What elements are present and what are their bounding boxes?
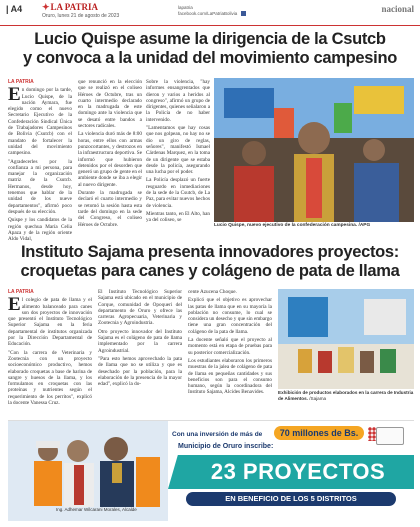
article1-headline-line1: Lucio Quispe asume la dirigencia de la Csutcb bbox=[34, 30, 386, 48]
article1-paragraph: "Agradecerles por la confianza a mi persona, para manejar la organización matriz de la Csutcb. Hermanos, desde hoy, tenemos que hablar de la unidad de los nueve departamentos", afirmó poco después de su elección. bbox=[8, 158, 72, 215]
article1-column-2 bbox=[78, 79, 142, 237]
decorative-dots-icon bbox=[368, 427, 376, 441]
article1-paragraph: La Policía desplazó un fuerte resguardo en inmediaciones de la sede de la Csutcb, de La Paz, para evitar nuevos hechos de violencia. bbox=[146, 177, 210, 209]
social-links bbox=[178, 5, 246, 17]
article2-column-3 bbox=[188, 289, 272, 417]
article2-headline bbox=[0, 243, 420, 281]
article2-caption-credit: /Sajama bbox=[309, 395, 327, 401]
article1-column-1 bbox=[8, 79, 72, 243]
page-number: | A4 bbox=[6, 4, 23, 14]
article1-paragraph: Sobre la violencia, "hay informes ensangrentados que dieron y varios a heridos al congreso", afirmó un grupo de dirigentes, quienes señalaron a la Policía de no haber intervenido. bbox=[146, 79, 210, 123]
ad-person-caption: Ing. Adhemar Wilcarani Morales, Alcalde bbox=[56, 507, 137, 512]
article1-headline-line2: y convoca a la unidad del movimiento campesino bbox=[22, 49, 398, 67]
facebook-link[interactable]: facebook.com/LaPatriaBolivia bbox=[178, 11, 238, 16]
article2-photo-caption bbox=[278, 390, 414, 401]
article1-paragraph: Quispe y los candidatos de la región quechua María Celia Apaza y de la región oriente Aldo Vidal, bbox=[8, 217, 72, 243]
article2-paragraph: Otro proyecto innovador del Instituto Sajama es el colágeno de pata de llama implementado por la carrera Agroindustrial. bbox=[98, 328, 182, 354]
article2-dropcap: E bbox=[8, 294, 21, 316]
article1-paragraph: La violencia duró más de 8:00 horas, entre ellos con armas punzocortantes, y destrozos en la infraestructura deportiva. Se informó que hubieron detenidos por el desorden que generó un grupo de gente en el ambiente donde se iba a elegir al nuevo dirigente. bbox=[78, 131, 142, 188]
article1-paragraph: Durante la madrugada se declaró el cuarto intermedio y se retomó la sesión hasta esta tarde del domingo en la sede del Congreso, el coliseo Héroes de Octubre. bbox=[78, 190, 142, 228]
article2-paragraph: "Con la carrera de Veterinaria y Zootecnia con un proyecto socioeconómico productivo, hemos elaborado croquetas a base de harina de sangre y huesos de la llama, y los formulamos en croquetas con las proteínas y nutrientes según el requerimiento de los perritos", explicó la docente Vanessa Cruz. bbox=[8, 349, 92, 407]
ad-benefit-line: EN BENEFICIO DE LOS 5 DISTRITOS bbox=[186, 492, 396, 506]
mayor-and-workers-image bbox=[8, 421, 168, 521]
article1-headline bbox=[0, 30, 420, 68]
article1-paragraph: n domingo por la tarde, Lucio Quispe, de la nación Aymara, fue elegido como el nuevo Secretario Ejecutivo de la Confederación Sindical Única de Trabajadores Campesinos de Bolivia (Csutcb) con el mandato de fortalecer la unidad del movimiento campesino. bbox=[8, 87, 72, 157]
article2-headline-line2: croquetas para canes y colágeno de pata de llama bbox=[20, 262, 400, 280]
ad-investment-amount: 70 millones de Bs. bbox=[274, 426, 364, 440]
municipal-seal-icon bbox=[376, 427, 404, 445]
article2-paragraph: Explicó que el objetivo es aprovechar las patas de llama que en su mayoría la población no consume, lo cual se considera un desecho y que sin embargo tiene una gran concentración del colágeno de la pata de llama. bbox=[188, 297, 272, 335]
article1-paragraph: Mientras tanto, en El Alto, han ya del coliseo, se bbox=[146, 210, 210, 224]
crowd-photo-illustration bbox=[214, 78, 414, 222]
article2-caption-bold: Exhibición de productos elaborados en la carrera de Industria de Alimentos. bbox=[278, 390, 414, 401]
newspaper-logo[interactable]: ✦ LA PATRIA bbox=[42, 2, 98, 13]
page-header bbox=[0, 0, 420, 26]
article1-dropcap: E bbox=[8, 84, 21, 106]
article2-paragraph: El Instituto Tecnológico Superior Sajama está ubicado en el municipio de Corque, comunidad de Opoqueri del departamento de Oruro y ofrece las carreras Agropecuaria, Veterinaria y Zootecnia y Agroindustria. bbox=[98, 289, 182, 327]
issue-date: Oruro, lunes 21 de agosto de 2023 bbox=[42, 13, 120, 19]
article2-paragraph: La docente señaló que el proyecto al momento está en etapa de pruebas para su posterior comercialización. bbox=[188, 337, 272, 356]
article1-under-spacer bbox=[146, 232, 212, 240]
products-photo-illustration bbox=[278, 289, 414, 389]
ad-municipality-line: Municipio de Oruro inscribe: bbox=[178, 443, 274, 450]
article1-photo[interactable] bbox=[214, 78, 414, 222]
article2-column-2 bbox=[98, 289, 182, 417]
article2-paragraph: "Para esto hemos aprovechado la pata de llama que no se utiliza y que es desechado por la población, para la elaboración de la presencia de la mayor edad", explicó la do- bbox=[98, 355, 182, 388]
facebook-icon bbox=[241, 11, 246, 16]
ad-investment-line: Con una inversión de más de bbox=[172, 431, 263, 438]
article1-paragraph: "Lamentamos que hay cosas que nos golpean, no hay no se dio un giro de reglas, señores", manifestó Ismael Cárdenas Marquez, en la toma de un dirigente que se estaba desde la policía, asegurando una lucha por el poder. bbox=[146, 125, 210, 176]
article2-paragraph: Los estudiantes elaboraron los primeros muestras de la jalea de colágeno de pata de llama en pequeñas cantidades y sus beneficios son para el consumo humano, según la coordinadora del Instituto Sajama, Alcides Benavides. bbox=[188, 357, 272, 396]
article2-paragraph: cente Azucena Choque. bbox=[188, 289, 237, 295]
ad-projects-title: 23 PROYECTOS bbox=[210, 459, 386, 484]
article1-paragraph: que renunció en la elección que se realizó en el coliseo Héroes de Octubre, tras un cuarto intermedio declarado en la madrugada de este domingo ante la violencia que se desató entre bandos a sectores radicales. bbox=[78, 79, 142, 130]
article2-headline-line1: Instituto Sajama presenta innovadores proyectos: bbox=[20, 243, 400, 261]
article1-kicker: LA PATRIA bbox=[8, 79, 34, 85]
section-name: nacional bbox=[381, 4, 414, 14]
article1-photo-caption: Lucio Quispe, nuevo ejecutivo de la confederación campesina. /APG bbox=[214, 223, 371, 228]
article2-kicker: LA PATRIA bbox=[8, 289, 34, 295]
municipal-advertisement[interactable] bbox=[8, 420, 414, 520]
article1-column-3 bbox=[146, 79, 210, 237]
article2-column-1 bbox=[8, 289, 92, 417]
social-handle[interactable]: lapatria bbox=[178, 5, 193, 10]
article2-photo[interactable] bbox=[278, 289, 414, 389]
article2-paragraph: l colegio de pata de llama y el alimento balanceado para canes son dos proyectos de innovación que presentó el Instituto Tecnológico Superior Sajama en la feria departamental de institutos organizada por la Dirección Departamental de Educación. bbox=[8, 297, 92, 348]
